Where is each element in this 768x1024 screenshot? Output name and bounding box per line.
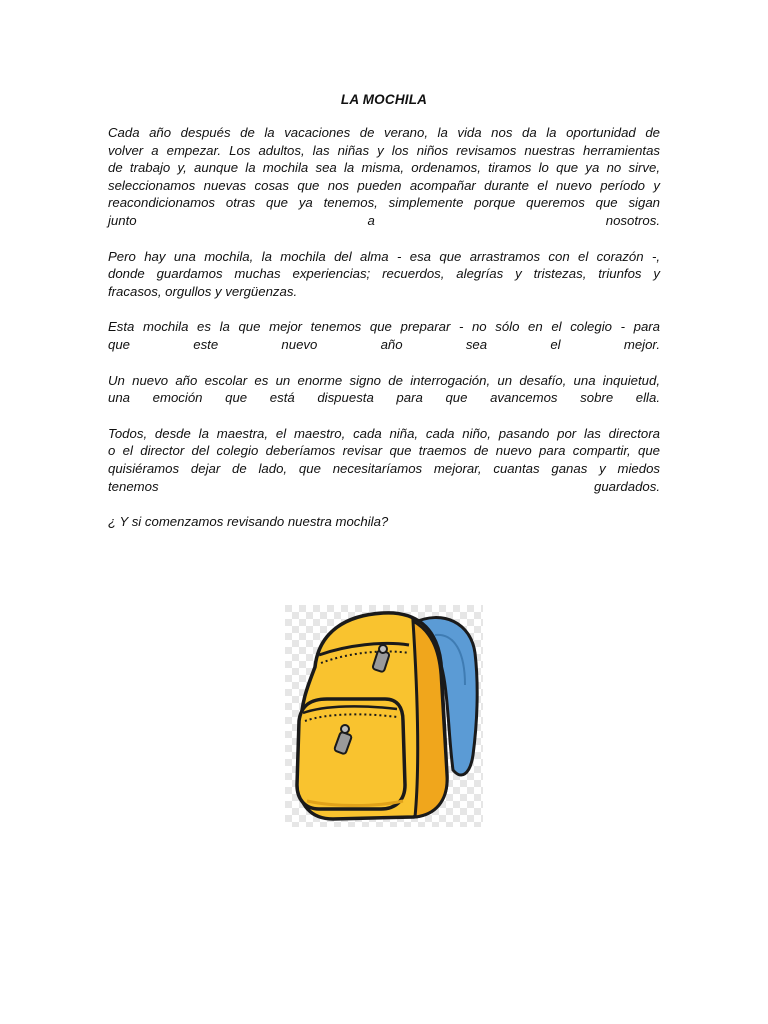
paragraph-line: que este nuevo año sea el mejor. <box>108 336 660 352</box>
paragraph-line: reacondicionamos otras que ya tenemos, simplemente porque queremos que sigan <box>108 195 660 211</box>
paragraph-line: Todos, desde la maestra, el maestro, cada niña, cada niño, pasando por las directora <box>108 425 660 441</box>
paragraph-line: quisiéramos dejar de lado, que necesitaríamos mejorar, cuantas ganas y miedos <box>108 460 660 476</box>
paragraph-1 <box>108 124 660 230</box>
paragraph-line: Pero hay una mochila, la mochila del alma - esa que arrastramos con el corazón -, <box>108 248 660 264</box>
paragraph-line: tenemos guardados. <box>108 478 660 494</box>
paragraph-line: Esta mochila es la que mejor tenemos que preparar - no sólo en el colegio - para <box>108 319 660 335</box>
paragraph-line: Un nuevo año escolar es un enorme signo de interrogación, un desafío, una inquietud, <box>108 372 660 388</box>
paragraph-line: de trabajo y, aunque la mochila sea la misma, ordenamos, tiramos lo que ya no sirve, <box>108 160 660 176</box>
backpack-icon <box>285 605 483 827</box>
paragraph-line: Cada año después de la vacaciones de verano, la vida nos da la oportunidad de <box>108 125 660 140</box>
paragraph-line: donde guardamos muchas experiencias; recuerdos, alegrías y tristezas, triunfos y <box>108 266 660 282</box>
paragraph-line: volver a empezar. Los adultos, las niñas y los niños revisamos nuestras herramientas <box>108 142 660 158</box>
document-title: LA MOCHILA <box>340 92 428 107</box>
paragraph-4 <box>108 372 660 407</box>
paragraph-line: una emoción que está dispuesta para que avancemos sobre ella. <box>108 390 660 406</box>
paragraph-5 <box>108 425 660 495</box>
document-body <box>108 124 660 549</box>
paragraph-line: o el director del colegio deberíamos revisar que traemos de nuevo para compartir, que <box>108 443 660 459</box>
backpack-illustration <box>285 605 483 827</box>
paragraph-2 <box>108 248 660 301</box>
paragraph-line: fracasos, orgullos y vergüenzas. <box>108 283 298 299</box>
closing-question: ¿ Y si comenzamos revisando nuestra mochila? <box>108 514 389 530</box>
paragraph-line: junto a nosotros. <box>108 212 660 228</box>
paragraph-line: seleccionamos nuevas cosas que nos pueden acompañar durante el nuevo período y <box>108 177 660 193</box>
paragraph-3 <box>108 318 660 353</box>
